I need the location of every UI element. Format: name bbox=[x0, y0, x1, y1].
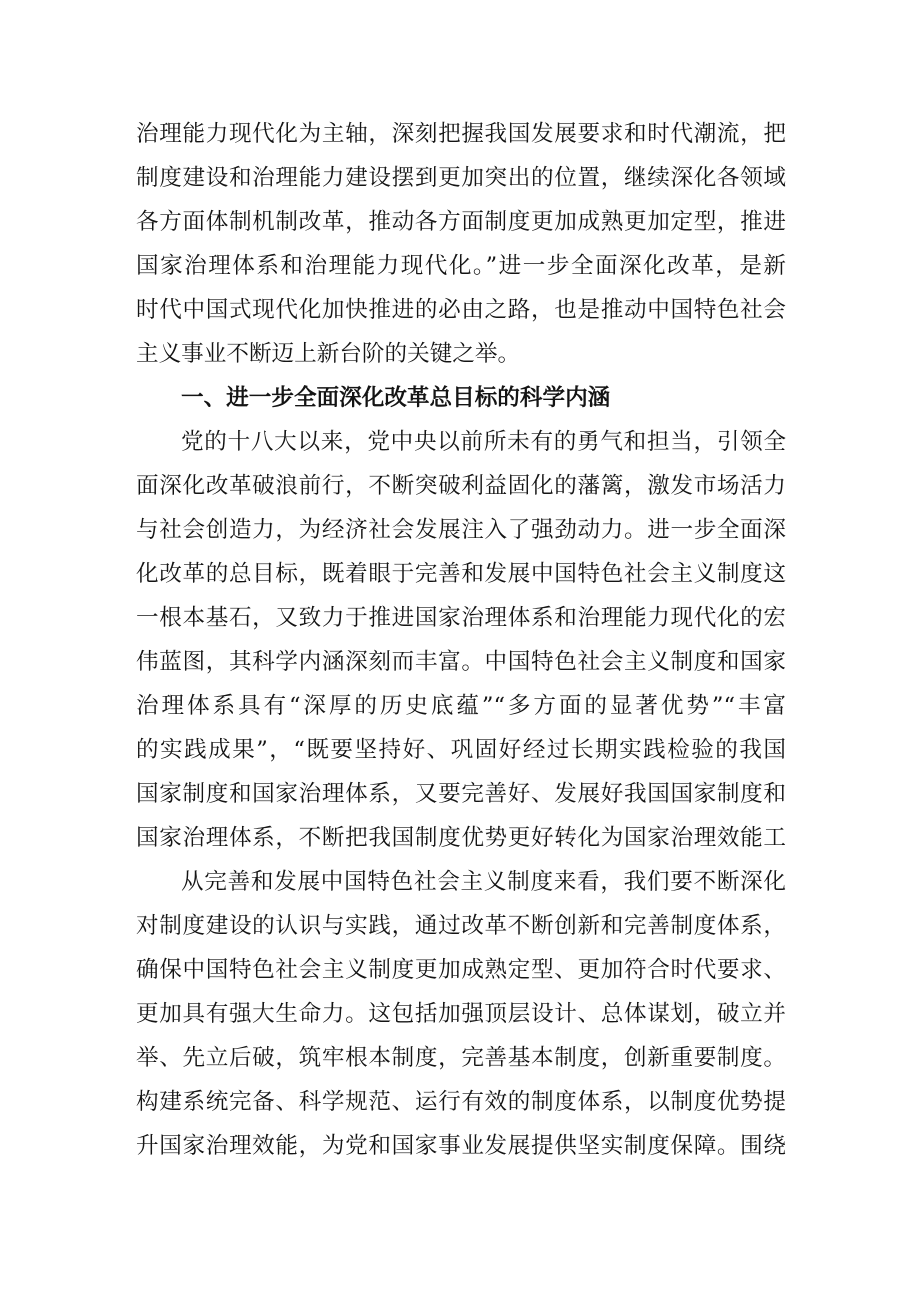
text-line: 构建系统完备、科学规范、运行有效的制度体系，以制度优势提 bbox=[136, 1089, 786, 1115]
text-line: 与社会创造力，为经济社会发展注入了强劲动力。进一步全面深 bbox=[136, 517, 786, 543]
paragraph-3 bbox=[136, 860, 786, 1168]
paragraph-2 bbox=[136, 420, 786, 860]
text-line: 伟蓝图，其科学内涵深刻而丰富。中国特色社会主义制度和国家 bbox=[136, 649, 786, 675]
text-line: 升国家治理效能，为党和国家事业发展提供坚实制度保障。围绕 bbox=[136, 1133, 786, 1159]
text-line: 时代中国式现代化加快推进的必由之路，也是推动中国特色社会 bbox=[136, 297, 786, 323]
text-line: 各方面体制机制改革，推动各方面制度更加成熟更加定型，推进 bbox=[136, 209, 786, 235]
text-line: 的实践成果”，“既要坚持好、巩固好经过长期实践检验的我国 bbox=[136, 737, 786, 763]
text-line: 国家治理体系和治理能力现代化。”进一步全面深化改革，是新 bbox=[136, 253, 786, 279]
text-line: 面深化改革破浪前行，不断突破利益固化的藩篱，激发市场活力 bbox=[136, 473, 786, 499]
text-line: 对制度建设的认识与实践，通过改革不断创新和完善制度体系， bbox=[136, 913, 786, 939]
section-heading: 一、进一步全面深化改革总目标的科学内涵 bbox=[181, 385, 611, 411]
text-line: 治理能力现代化为主轴，深刻把握我国发展要求和时代潮流，把 bbox=[136, 121, 786, 147]
text-line: 主义事业不断迈上新台阶的关键之举。 bbox=[136, 341, 521, 367]
document-body bbox=[136, 112, 786, 1168]
text-line: 举、先立后破，筑牢根本制度，完善基本制度，创新重要制度。 bbox=[136, 1045, 786, 1071]
text-line: 党的十八大以来，党中央以前所未有的勇气和担当，引领全 bbox=[181, 429, 786, 455]
text-line: 一根本基石，又致力于推进国家治理体系和治理能力现代化的宏 bbox=[136, 605, 786, 631]
text-line: 治理体系具有“深厚的历史底蕴”“多方面的显著优势”“丰富 bbox=[136, 693, 786, 719]
text-line: 更加具有强大生命力。这包括加强顶层设计、总体谋划，破立并 bbox=[136, 1001, 786, 1027]
paragraph-1 bbox=[136, 112, 786, 376]
text-line: 国家治理体系，不断把我国制度优势更好转化为国家治理效能工 bbox=[136, 825, 786, 851]
text-line: 从完善和发展中国特色社会主义制度来看，我们要不断深化 bbox=[181, 869, 786, 895]
text-line: 国家制度和国家治理体系，又要完善好、发展好我国国家制度和 bbox=[136, 781, 786, 807]
text-line: 确保中国特色社会主义制度更加成熟定型、更加符合时代要求、 bbox=[136, 957, 786, 983]
text-line: 化改革的总目标，既着眼于完善和发展中国特色社会主义制度这 bbox=[136, 561, 786, 587]
text-line: 制度建设和治理能力建设摆到更加突出的位置，继续深化各领域 bbox=[136, 165, 786, 191]
